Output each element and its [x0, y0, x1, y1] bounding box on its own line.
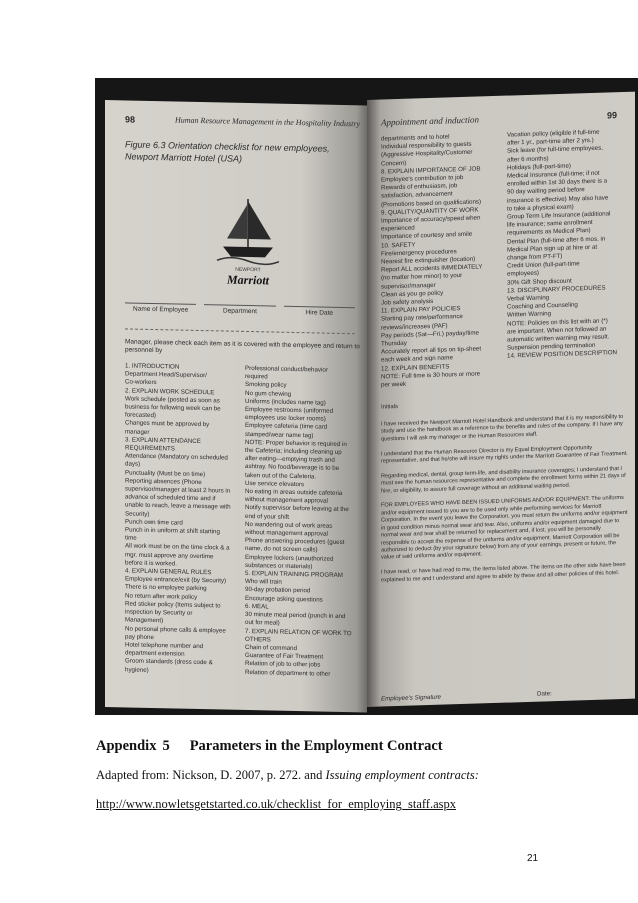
appendix-caption: [96, 738, 443, 755]
left-page-number: 98: [125, 114, 136, 125]
source-citation: [96, 768, 479, 783]
source-url-link[interactable]: http://www.nowletsgetstarted.co.uk/checklist_for_employing_staff.aspx: [96, 797, 456, 811]
right-checklist-column-1: departments and to hotel Individual responsibility to guests (Aggressive Hospitality/Customer Concern) 8. EXPLAIN IMPORTANCE OF JOB Employee's contribution to job Rewards of enthusiasm, job satisfaction, advancement (Promotions based on qualifications) 9. QUALITY/QUANTITY OF WORK Importance of accuracy/speed when experienced Importance of courtesy and smile 10. SAFETY Fire/emergency procedures Nearest fire extinguisher (location) Report ALL accidents IMMEDIATELY (no matter how minor) to your supervisor/manager Clean as you go policy Job safety analysis 11. EXPLAIN PAY POLICIES Starting pay rate/performance reviews/increases (PAF) Pay periods (Sat—Fri.) payday/time Thursday Accurately report all tips on tip-sheet each week and sign name 12. EXPLAIN BENEFITS NOTE: Full time is 30 hours or more per week: [381, 133, 483, 389]
page-number: 21: [527, 853, 539, 864]
employee-fields-row: [125, 302, 355, 317]
appendix-title: Parameters in the Employment Contract: [189, 738, 443, 754]
source-text: Adapted from: Nickson, D. 2007, p. 272. and: [96, 768, 326, 782]
right-checklist-column-2: Vacation policy (eligible if full-time after 1 yr., part-time after 2 yrs.) Sick leave (for full-time employees, after 6 months) Holidays (full-part-time) Medical Insurance (full-time; if not enrolled within 1st 30 days there is a 90 day waiting period before insurance is effective) May also have to take a physical exam) Group Term Life Insurance (additional life insurance; same enrollment requirements as Medical Plan) Dental Plan (full-time after 6 mos. in Medical Plan sign up at hire or at change from PT-FT) Credit Union (full-part-time employees) 30% Gift Shop discount 13. DISCIPLINARY PROCEDURES Verbal Warning Coaching and Counseling Written Warning NOTE: Policies on this list with an (*) are important. When not followed an automatic written warning may result. Suspension pending termination 14. REVIEW POSITION DESCRIPTION: [507, 128, 618, 361]
marriott-logo: [213, 190, 283, 291]
right-running-head: Appointment and induction: [381, 114, 479, 128]
right-page-number: 99: [607, 110, 618, 121]
left-checklist-column-1: 1. INTRODUCTION Department Head/Supervisor/ Co-workers 2. EXPLAIN WORK SCHEDULE Work schedule (posted as soon as business for following week can be forecasted) Changes must be approved by manager 3. EXPLAIN ATTENDANCE REQUIREMENTS Attendance (Mandatory on scheduled days) Punctuality (Must be on time) Reporting absences (Phone supervisor/manager at least 2 hours in advance of scheduled time and if unable to reach, leave a message with Security) Punch own time card Punch in in uniform at shift starting time All work must be on the time clock & a mgr. must approve any overtime before it is worked. 4. EXPLAIN GENERAL RULES Employee entrance/exit (by Security) There is no employee parking No return after work policy Red sticker policy (Items subject to inspection by Security or Management) No personal phone calls & employee pay phone Hotel telephone number and department extension Groom standards (dress code & hygiene): [125, 362, 231, 674]
field-department: Department: [204, 304, 275, 315]
left-checklist-column-2: Professional conduct/behavior required Smoking policy No gum chewing Uniforms (includes name tag) Employee restrooms (uniformed employees use locker rooms) Employee cafeteria (time card stamped/wear name tag) NOTE: Proper behavior is required in the Cafeteria; including cleaning up after eating—emptying trash and ashtray. No food/beverage is to be taken out of the Cafeteria. Use service elevators No eating in areas outside cafeteria without management approval Notify supervisor before leaving at the end of your shift No wandering out of work areas without management approval Phone answering procedures (guest name, do not screen calls) Employee lockers (unauthorized substances or materials) 5. EXPLAIN TRAINING PROGRAM Who will train 90-day probation period Encourage asking questions 6. MEAL 30 minute meal period (punch in and out for meal) 7. EXPLAIN RELATION OF WORK TO OTHERS Chain of command Guarantee of Fair Treatment Relation of job to other jobs Relation of department to other: [245, 364, 352, 678]
initials-label: Initials: [381, 404, 399, 411]
checklist-instruction: Manager, please check each item as it is covered with the employee and return to personnel by: [125, 338, 360, 355]
logo-small-text: NEWPORT: [235, 266, 261, 274]
date-label: Date:: [537, 690, 552, 698]
figure-title: Figure 6.3 Orientation checklist for new employees, Newport Marriott Hotel (USA): [125, 139, 330, 164]
book-right-page: [367, 92, 635, 707]
appendix-label: Appendix: [96, 738, 157, 754]
appendix-number: 5: [162, 738, 170, 754]
field-name-of-employee: Name of Employee: [125, 302, 196, 313]
logo-wordmark: Marriott: [226, 272, 270, 288]
source-italic-text: Issuing employment contracts:: [325, 768, 479, 782]
book-scan-image: [95, 78, 638, 715]
signature-label: Employee's Signature: [381, 693, 441, 703]
acknowledgement-statements: I have received the Newport Marriott Hotel Handbook and understand that it is my responsibility to study and use the handbook as a reference to the benefits and rules of the company. If I have any questions I will ask my manager or the Human Resources staff. I understand that the Human Resource Director is my Equal Employment Opportunity representative, and that he/she will insure my rights under the Marriott Guarantee of Fair Treatment. Regarding medical, dental, group term-life, and disability insurance coverages; I understand that I must see the human resources representative and complete the enrollment forms within 21 days of hire, or eligibility, to assure full coverage without an additional waiting period. FOR EMPLOYEES WHO HAVE BEEN ISSUED UNIFORMS AND/OR EQUIPMENT: The uniforms and/or equipment issued to you are to be used only while performing services for Marriott Corporation. In the event you leave the Corporation, you must return the uniforms and/or equipment in good condition minus normal wear and tear. Also, uniforms and/or equipment damaged due to normal wear and tear shall be returned for replacement and, if lost, you will be personally responsible to accept the expense of the uniforms and/or equipment. Marriott Corporation will be authorized to deduct (by your signature below) from any of your earnings, present or future, the value of said uniforms and/or equipment. I have read, or have had read to me, the items listed above. The items on the other side have been explained to me and I understand and agree to abide by these and all other policies of this hotel.: [381, 413, 628, 584]
book-left-page: [105, 100, 367, 712]
dashed-divider: [125, 328, 355, 334]
field-hire-date: Hire Date: [284, 306, 355, 317]
left-running-head: Human Resource Management in the Hospitality Industry: [175, 115, 361, 129]
